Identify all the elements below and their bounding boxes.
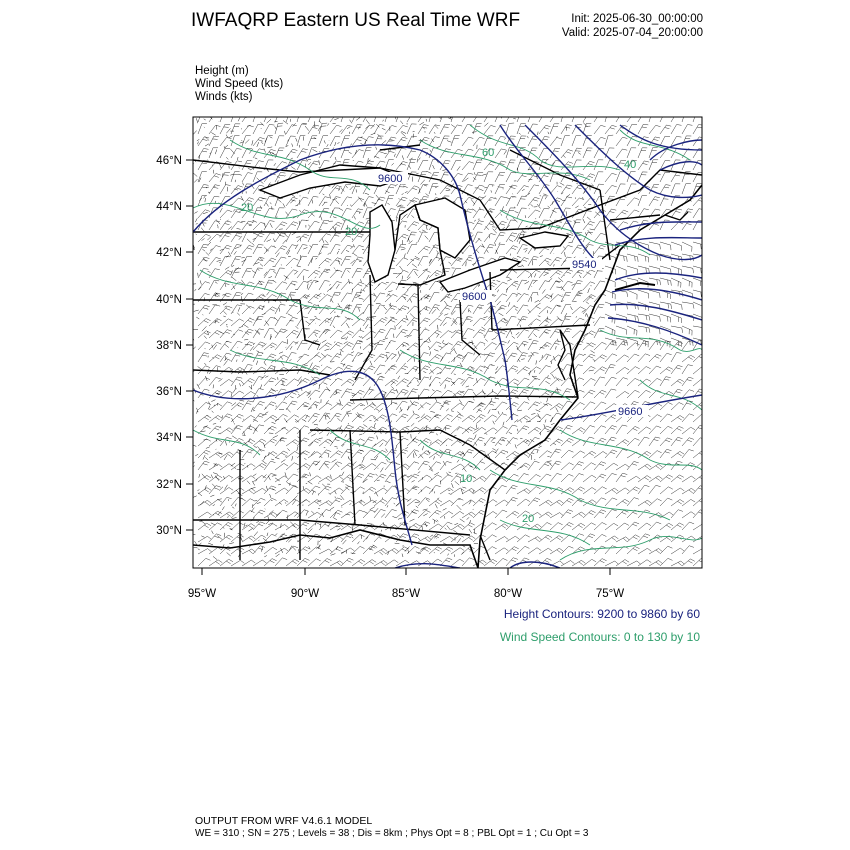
wind-speed-contour-label: 10 (460, 473, 473, 485)
lat-tick-label: 36°N (156, 386, 182, 398)
model-info-line1: OUTPUT FROM WRF V4.6.1 MODEL (195, 815, 373, 827)
model-info-line2: WE = 310 ; SN = 275 ; Levels = 38 ; Dis = 8km ; Phys Opt = 8 ; PBL Opt = 1 ; Cu Opt = 3 (195, 828, 589, 839)
lat-tick-label: 30°N (156, 525, 182, 537)
longitude-axis (188, 568, 624, 600)
lon-tick-label: 85°W (391, 588, 421, 600)
wind-speed-contour-label: 40 (624, 159, 637, 171)
lat-tick-label: 34°N (156, 432, 182, 444)
wind-speed-contour-label: 60 (482, 147, 495, 159)
lat-tick-label: 44°N (156, 201, 182, 213)
wind-barbs (198, 111, 706, 566)
field-height-label: Height (m) (195, 65, 249, 77)
lat-tick-label: 32°N (156, 479, 182, 491)
lon-tick-label: 80°W (493, 588, 523, 600)
lon-tick-label: 90°W (290, 588, 320, 600)
field-wind-speed-label: Wind Speed (kts) (195, 78, 284, 90)
init-time: Init: 2025-06-30_00:00:00 (571, 13, 703, 25)
valid-time: Valid: 2025-07-04_20:00:00 (561, 27, 703, 39)
lat-tick-label: 42°N (156, 247, 182, 259)
wind-speed-contour-label: 20 (345, 226, 358, 238)
height-contours-legend: Height Contours: 9200 to 9860 by 60 (503, 607, 700, 621)
field-winds-label: Winds (kts) (195, 91, 253, 103)
plot-title: IWFAQRP Eastern US Real Time WRF (191, 10, 521, 31)
height-contour-label: 9540 (572, 259, 597, 271)
lat-tick-label: 46°N (156, 155, 182, 167)
wind-speed-contour-label: 20 (522, 513, 535, 525)
lon-tick-label: 95°W (187, 588, 217, 600)
latitude-axis (156, 155, 193, 537)
wind-speed-contours-legend: Wind Speed Contours: 0 to 130 by 10 (499, 630, 700, 644)
wind-barbs-layer (198, 111, 706, 566)
lon-tick-label: 75°W (595, 588, 625, 600)
wind-speed-contour-label: 20 (241, 202, 254, 214)
lat-tick-label: 40°N (156, 294, 182, 306)
height-contour-label: 9660 (618, 406, 643, 418)
lat-tick-label: 38°N (156, 340, 182, 352)
height-contour-label: 9600 (462, 291, 487, 303)
height-contour-label: 9600 (378, 173, 403, 185)
